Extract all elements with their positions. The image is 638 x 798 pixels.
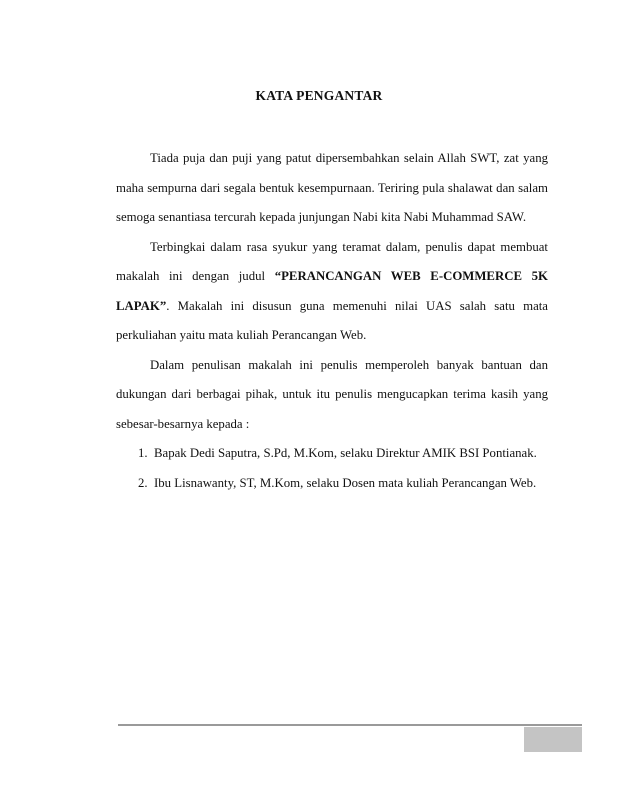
paper-title-bold: “PERANCANGAN WEB E-COMMERCE 5K LAPAK”: [116, 269, 548, 313]
paragraph-title-statement: [116, 233, 548, 351]
list-item-text: Bapak Dedi Saputra, S.Pd, M.Kom, selaku Direktur AMIK BSI Pontianak.: [154, 446, 537, 460]
paragraph-thanks: [116, 351, 548, 440]
list-item-text: Ibu Lisnawanty, ST, M.Kom, selaku Dosen mata kuliah Perancangan Web.: [154, 475, 537, 490]
paragraph-text: Tiada puja dan puji yang patut dipersembahkan selain Allah SWT, zat yang maha sempurna dari segala bentuk kesempurnaan. Teriring pula shalawat dan salam semoga senantiasa tercurah kepada junjungan Nabi kita Nabi Muhammad SAW.: [116, 151, 548, 224]
document-body: [116, 144, 548, 498]
list-item: [116, 469, 548, 499]
paragraph-text: . Makalah ini disusun guna memenuhi nilai UAS salah satu mata perkuliahan yaitu mata kuliah Perancangan Web.: [116, 298, 548, 342]
paragraph-opening: [116, 144, 548, 233]
list-item: [116, 439, 548, 469]
list-number: 2.: [138, 475, 148, 490]
paragraph-text: Terbingkai dalam rasa syukur yang teramat dalam, penulis dapat membuat makalah ini dengan judul: [116, 239, 548, 283]
page-number-box: [524, 727, 582, 752]
acknowledgement-list: [116, 439, 548, 498]
footer-divider: [118, 724, 582, 726]
list-number: 1.: [138, 446, 148, 460]
paragraph-text: Dalam penulisan makalah ini penulis memperoleh banyak bantuan dan dukungan dari berbagai pihak, untuk itu penulis mengucapkan terima kasih yang sebesar-besarnya kepada :: [116, 357, 548, 431]
page-title: KATA PENGANTAR: [255, 88, 383, 103]
